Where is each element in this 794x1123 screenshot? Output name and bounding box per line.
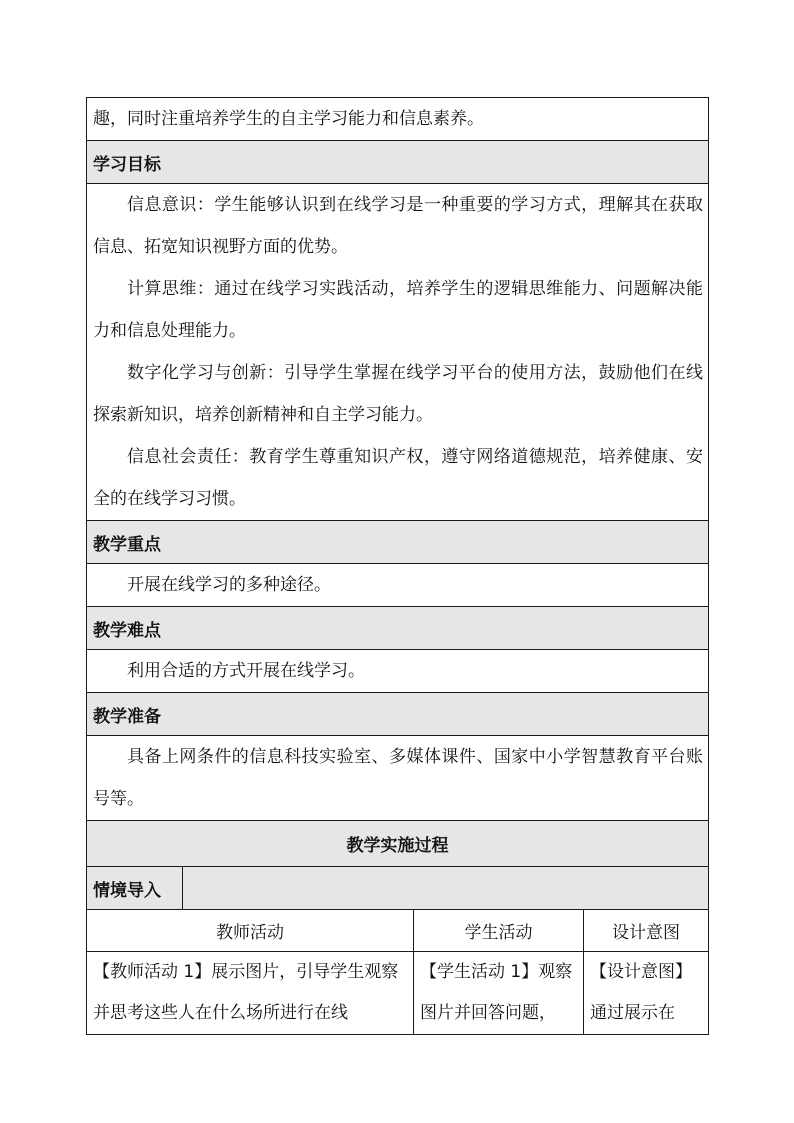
teacher-activity-cell: 【教师活动 1】展示图片，引导学生观察并思考这些人在什么场所进行在线	[87, 952, 414, 1035]
activity-column-header-row	[87, 910, 709, 952]
process-heading: 教学实施过程	[87, 821, 709, 867]
student-activity-cell: 【学生活动 1】观察图片并回答问题，	[414, 952, 584, 1035]
key-point-header-row	[87, 521, 709, 564]
difficulty-text: 利用合适的方式开展在线学习。	[127, 661, 365, 681]
stage-blank-cell	[183, 867, 709, 910]
key-point-body-row	[87, 564, 709, 607]
objective-item: 计算思维：通过在线学习实践活动，培养学生的逻辑思维能力、问题解决能力和信息处理能力。	[93, 279, 703, 341]
preparation-heading: 教学准备	[87, 693, 709, 736]
objective-item: 信息意识：学生能够认识到在线学习是一种重要的学习方式，理解其在获取信息、拓宽知识视野方面的优势。	[93, 195, 703, 257]
objectives-body-row	[87, 184, 709, 521]
preparation-text: 具备上网条件的信息科技实验室、多媒体课件、国家中小学智慧教育平台账号等。	[93, 747, 703, 809]
stage-row	[87, 867, 709, 910]
lesson-plan-table	[86, 97, 709, 1035]
teacher-activity-column-header: 教师活动	[87, 910, 414, 952]
objectives-body	[87, 184, 709, 521]
key-point-heading: 教学重点	[87, 521, 709, 564]
objectives-heading: 学习目标	[87, 141, 709, 184]
student-activity-column-header: 学生活动	[414, 910, 584, 952]
objective-item: 信息社会责任：教育学生尊重知识产权，遵守网络道德规范，培养健康、安全的在线学习习惯。	[93, 447, 703, 509]
lesson-plan-table-wrapper	[86, 97, 708, 1035]
objective-item: 数字化学习与创新：引导学生掌握在线学习平台的使用方法，鼓励他们在线探索新知识，培养创新精神和自主学习能力。	[93, 363, 703, 425]
stage-label: 情境导入	[87, 867, 183, 910]
preparation-body-row	[87, 736, 709, 821]
preparation-header-row	[87, 693, 709, 736]
design-intent-column-header: 设计意图	[584, 910, 709, 952]
difficulty-header-row	[87, 607, 709, 650]
process-header-row	[87, 821, 709, 867]
intro-row	[87, 98, 709, 141]
difficulty-heading: 教学难点	[87, 607, 709, 650]
intro-text: 趣，同时注重培养学生的自主学习能力和信息素养。	[93, 109, 484, 129]
objectives-header-row	[87, 141, 709, 184]
difficulty-body-row	[87, 650, 709, 693]
activity-row	[87, 952, 709, 1035]
design-intent-cell: 【设计意图】通过展示在	[584, 952, 709, 1035]
key-point-text: 开展在线学习的多种途径。	[127, 575, 331, 595]
